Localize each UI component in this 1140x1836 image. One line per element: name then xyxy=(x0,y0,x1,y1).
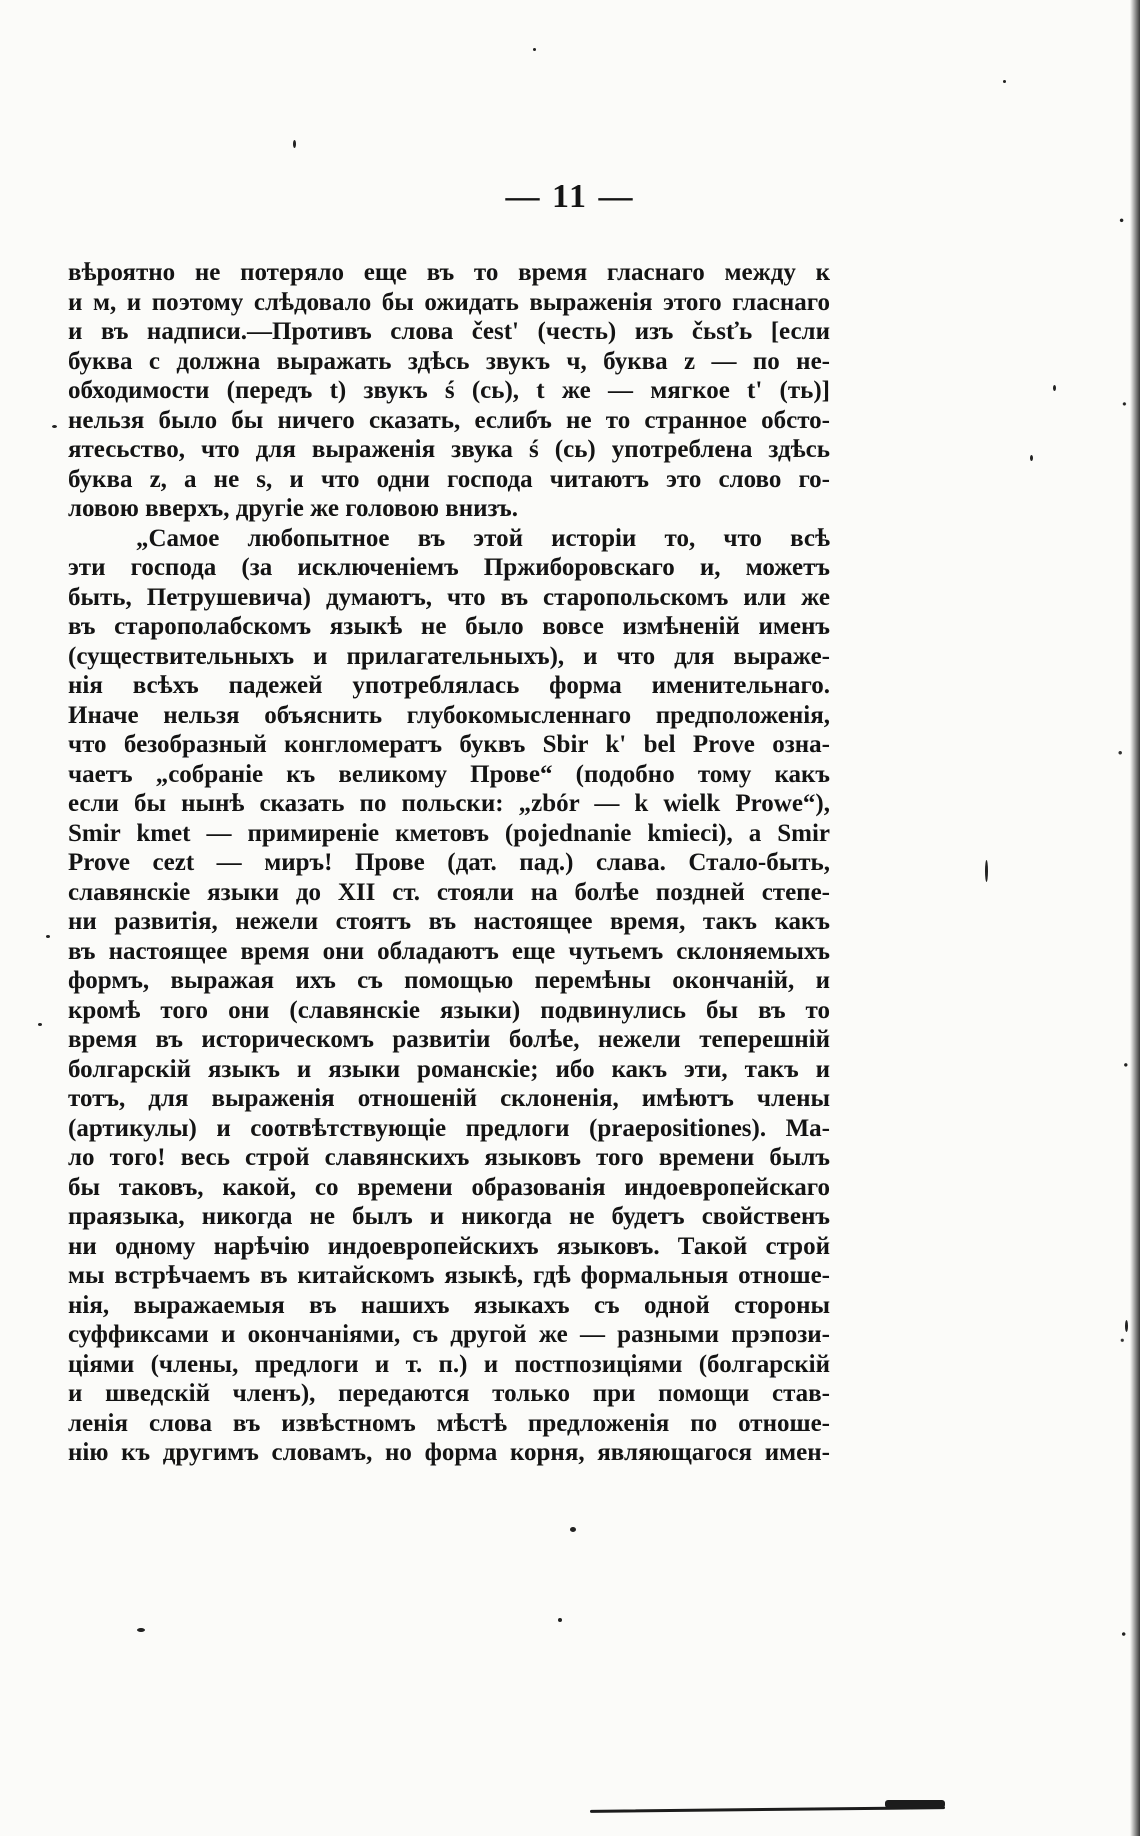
text-line: время въ историческомъ развитіи болѣе, нежели теперешній xyxy=(68,1026,830,1053)
scan-speck xyxy=(137,1628,145,1632)
scan-speck xyxy=(1003,80,1006,83)
text-line: Prove cezt — миръ! Прове (дат. пад.) слава. Стало-быть, xyxy=(68,849,830,876)
text-line: обходимости (передъ t) звукъ ś (сь), t же — мягкое t' (ть)] xyxy=(68,377,830,404)
text-line: эти господа (за исключеніемъ Пржиборовскаго и, можетъ xyxy=(68,554,830,581)
scan-edge-shadow xyxy=(1130,0,1140,1836)
text-line: буква z, а не s, и что одни господа читаютъ это слово го- xyxy=(68,465,830,493)
text-line-paragraph-start: „Самое любопытное въ этой исторіи то, что всѣ xyxy=(136,524,830,552)
scan-speck xyxy=(38,1023,42,1026)
scan-speck xyxy=(1125,1320,1128,1332)
text-line: тотъ, для выраженія отношеній склоненія, имѣютъ члены xyxy=(68,1085,830,1112)
scan-speck xyxy=(1053,385,1056,391)
text-line: (артикулы) и соотвѣтствующіе предлоги (praepositiones). Ма- xyxy=(68,1114,830,1142)
text-line: и м, и поэтому слѣдовало бы ожидать выраженія этого гласнаго xyxy=(68,288,830,316)
text-line: и въ надписи.—Противъ слова čest' (честь) изъ čьsťь [если xyxy=(68,318,830,345)
text-line: суффиксами и окончаніями, съ другой же — разными прэпози- xyxy=(68,1321,830,1348)
text-line: нію къ другимъ словамъ, но форма корня, являющагося имен- xyxy=(68,1439,830,1466)
text-line: нія всѣхъ падежей употреблялась форма именительнаго. xyxy=(68,672,830,699)
text-line: формъ, выражая ихъ съ помощью перемѣны окончаній, и xyxy=(68,967,830,994)
text-line: ціями (члены, предлоги и т. п.) и постпозиціями (болгарскій xyxy=(68,1350,830,1378)
text-line: (существительныхъ и прилагательныхъ), и что для выраже- xyxy=(68,642,830,670)
text-line: ни одному нарѣчію индоевропейскихъ языковъ. Такой строй xyxy=(68,1232,830,1260)
text-line: славянскіе языки до XII ст. стояли на болѣе поздней степе- xyxy=(68,878,830,906)
scan-speck xyxy=(46,935,50,938)
scan-speck xyxy=(985,860,988,882)
text-line-paragraph-end: ловою вверхъ, другіе же головою внизъ. xyxy=(68,495,518,522)
page-number: — 11 — xyxy=(505,178,635,215)
scan-speck xyxy=(52,425,57,428)
text-line: ло того! весь строй славянскихъ языковъ того времени былъ xyxy=(68,1144,830,1171)
text-line: вѣроятно не потеряло еще въ то время гласнаго между к xyxy=(68,259,830,286)
text-line: кромѣ того они (славянскіе языки) подвинулись бы въ то xyxy=(68,996,830,1024)
scan-speck xyxy=(570,1527,576,1532)
text-line: Иначе нельзя объяснить глубокомысленнаго предположенія, xyxy=(68,701,830,729)
text-line: чаетъ „собраніе къ великому Прове“ (подобно тому какъ xyxy=(68,760,830,788)
body-text xyxy=(68,258,830,1468)
text-line: нія, выражаемыя въ нашихъ языкахъ съ одной стороны xyxy=(68,1291,830,1319)
text-line: буква c должна выражать здѣсь звукъ ч, буква z — по не- xyxy=(68,347,830,375)
text-line: быть, Петрушевича) думаютъ, что въ старопольскомъ или же xyxy=(68,583,830,611)
text-line: бы таковъ, какой, со времени образованія индоевропейскаго xyxy=(68,1173,830,1201)
scan-speck xyxy=(1030,455,1033,461)
text-line: въ старополабскомъ языкѣ не было вовсе измѣненій именъ xyxy=(68,613,830,640)
bottom-rule-mark xyxy=(885,1800,945,1808)
text-line: болгарскій языкъ и языки романскіе; ибо какъ эти, такъ и xyxy=(68,1055,830,1083)
text-line: если бы нынѣ сказать по польски: „zbór — k wielk Prowe“), xyxy=(68,790,830,817)
text-line: въ настоящее время они обладаютъ еще чутьемъ склоняемыхъ xyxy=(68,937,830,965)
text-line: Smir kmet — примиреніе кметовъ (pojednanie kmieci), а Smir xyxy=(68,819,830,847)
text-line: ленія слова въ извѣстномъ мѣстѣ предложенія по отноше- xyxy=(68,1409,830,1437)
text-line: праязыка, никогда не былъ и никогда не будетъ свойственъ xyxy=(68,1203,830,1230)
text-line: ни развитія, нежели стоятъ въ настоящее время, такъ какъ xyxy=(68,908,830,935)
scan-edge-specks xyxy=(1116,0,1130,1836)
text-line: что безобразный конгломератъ буквъ Sbir k' bel Prove озна- xyxy=(68,731,830,758)
text-line: ятесьство, что для выраженія звука ś (сь) употреблена здѣсь xyxy=(68,436,830,463)
scan-speck xyxy=(533,48,536,51)
scan-speck xyxy=(293,140,296,148)
scan-speck xyxy=(558,1618,562,1622)
text-line: мы встрѣчаемъ въ китайскомъ языкѣ, гдѣ формальныя отноше- xyxy=(68,1262,830,1289)
text-line: нельзя было бы ничего сказать, еслибъ не то странное обсто- xyxy=(68,406,830,434)
text-line: и шведскій членъ), передаются только при помощи став- xyxy=(68,1380,830,1407)
